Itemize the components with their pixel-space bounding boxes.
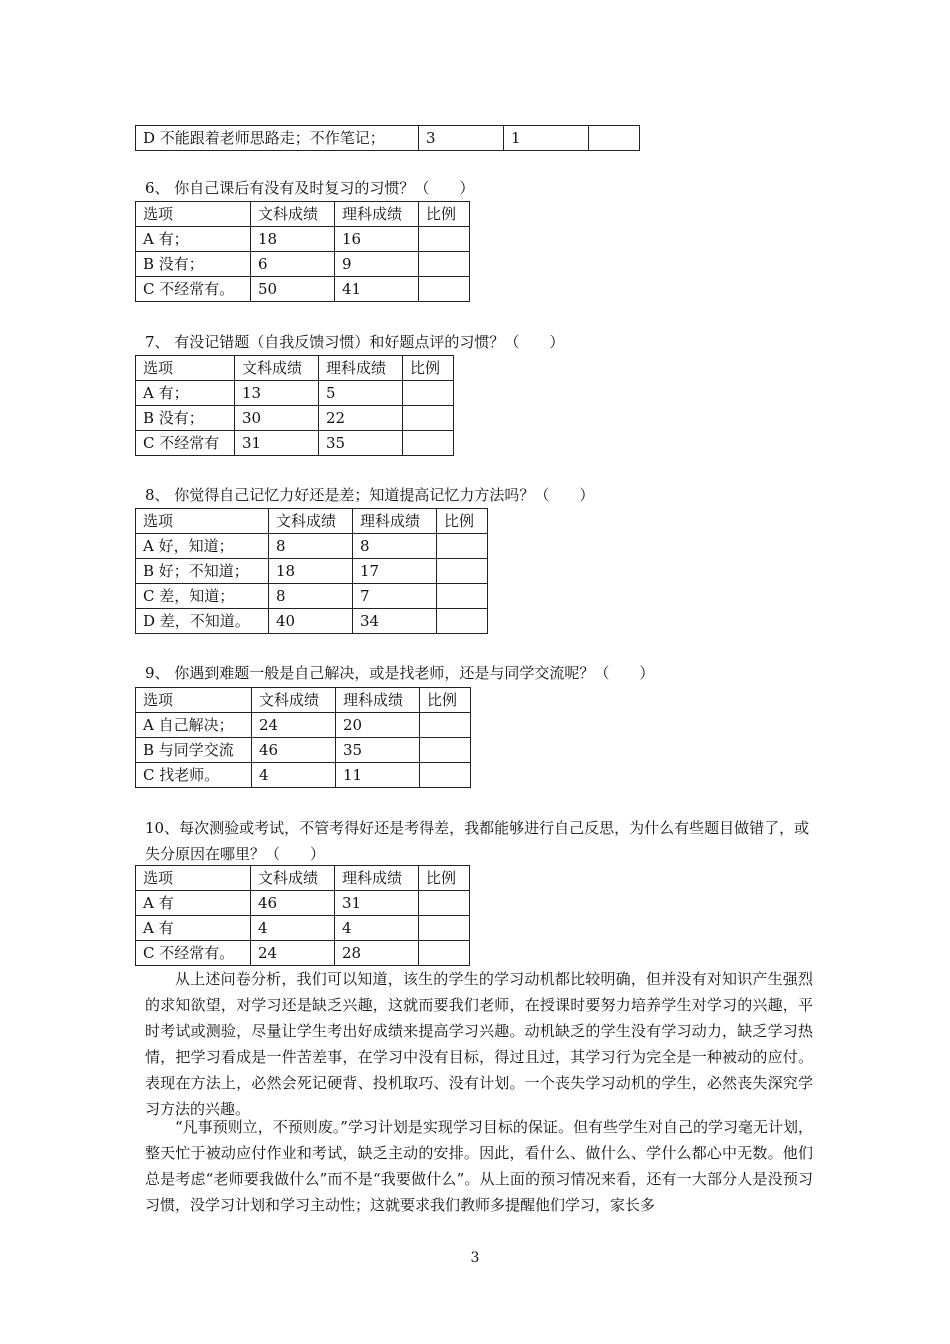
analysis-paragraph-2: “凡事预则立，不预则废。”学习计划是实现学习目标的保证。但有些学生对自己的学习毫无计划，整天忙于被动应付作业和考试，缺乏主动的安排。因此，看什么、做什么、学什么都心中无数。他们总是考虑“老师要我做什么”而不是“我要做什么”。从上面的预习情况来看，还有一大部分人是没预习习惯，没学习计划和学习主动性；这就要求我们教师多提醒他们学习，家长多 [145, 1118, 813, 1214]
header-cell: 理科成绩 [336, 688, 420, 713]
header-cell: 文科成绩 [269, 509, 353, 534]
table-cell: 4 [251, 916, 335, 941]
table-cell: 8 [353, 534, 437, 559]
table-cell [403, 381, 454, 406]
table-cell: B 没有； [136, 406, 235, 431]
table-cell [589, 126, 640, 151]
table-cell: 28 [335, 941, 419, 966]
question-9-title: 9、 你遇到难题一般是自己解决，或是找老师，还是与同学交流呢？（ ） [145, 664, 655, 682]
table-cell: 35 [319, 431, 403, 456]
table-cell [419, 891, 470, 916]
table-cell: A 自己解决； [136, 713, 252, 738]
table-cell: 3 [419, 126, 504, 151]
table-cell: 41 [335, 277, 419, 302]
table-q10 [135, 865, 470, 966]
table-cell: 46 [251, 891, 335, 916]
header-cell: 选项 [136, 202, 251, 227]
header-cell: 理科成绩 [335, 866, 419, 891]
table-cell: C 找老师。 [136, 763, 252, 788]
table-cell: 9 [335, 252, 419, 277]
table-cell: 7 [353, 584, 437, 609]
table-cell: 35 [336, 738, 420, 763]
question-8-title: 8、 你觉得自己记忆力好还是差；知道提高记忆力方法吗？（ ） [145, 486, 595, 504]
header-cell: 文科成绩 [251, 866, 335, 891]
table-cell: 8 [269, 534, 353, 559]
table-row [136, 406, 454, 431]
table-row [136, 252, 470, 277]
header-cell: 选项 [136, 688, 252, 713]
table-cell: A 有 [136, 891, 251, 916]
table-cell: A 有； [136, 227, 251, 252]
table-cell [437, 534, 488, 559]
table-row [136, 534, 488, 559]
table-cell: 16 [335, 227, 419, 252]
table-cell [419, 227, 470, 252]
table-cell: 34 [353, 609, 437, 634]
table-cell: 31 [335, 891, 419, 916]
table-cell: 8 [269, 584, 353, 609]
table-row [136, 713, 471, 738]
table-header-row [136, 866, 470, 891]
table-row [136, 431, 454, 456]
header-cell: 理科成绩 [335, 202, 419, 227]
table-cell: 18 [269, 559, 353, 584]
table-header-row [136, 202, 470, 227]
table-cell: 50 [251, 277, 335, 302]
table-cell: 11 [336, 763, 420, 788]
table-header-row [136, 509, 488, 534]
table-cell: 5 [319, 381, 403, 406]
table-cell: D 差，不知道。 [136, 609, 269, 634]
table-cell: C 不经常有。 [136, 941, 251, 966]
table-row [136, 763, 471, 788]
header-cell: 比例 [419, 866, 470, 891]
table-cell: A 好，知道； [136, 534, 269, 559]
table-q6 [135, 201, 470, 302]
header-cell: 文科成绩 [235, 356, 319, 381]
table-cell: C 不经常有 [136, 431, 235, 456]
table-row [136, 941, 470, 966]
header-cell: 文科成绩 [251, 202, 335, 227]
header-cell: 比例 [403, 356, 454, 381]
table-cell [437, 559, 488, 584]
table-cell: D 不能跟着老师思路走；不作笔记； [136, 126, 419, 151]
table-q8 [135, 508, 488, 634]
table-row [136, 916, 470, 941]
page-number: 3 [470, 1250, 480, 1266]
table-cell: 22 [319, 406, 403, 431]
table-cell [419, 941, 470, 966]
question-7-title: 7、 有没记错题（自我反馈习惯）和好题点评的习惯？（ ） [145, 333, 565, 351]
table-q7 [135, 355, 454, 456]
table-row [136, 891, 470, 916]
table-row [136, 738, 471, 763]
table-row [136, 609, 488, 634]
question-6-title: 6、 你自己课后有没有及时复习的习惯？（ ） [145, 179, 475, 197]
header-cell: 比例 [437, 509, 488, 534]
table-cell [403, 431, 454, 456]
table-cell [437, 609, 488, 634]
table-cell [420, 713, 471, 738]
table-cell: C 差，知道； [136, 584, 269, 609]
table-row [136, 559, 488, 584]
table-row [136, 227, 470, 252]
table-cell: B 没有； [136, 252, 251, 277]
table-cell: 31 [235, 431, 319, 456]
table-cell: 24 [251, 941, 335, 966]
table-cell: 30 [235, 406, 319, 431]
table-cell: B 与同学交流 [136, 738, 252, 763]
question-10-title: 10、每次测验或考试，不管考得好还是考得差，我都能够进行自己反思，为什么有些题目做错了，或失分原因在哪里？（ ） [145, 819, 810, 863]
table-q9 [135, 687, 471, 788]
header-cell: 选项 [136, 356, 235, 381]
table-cell: 1 [504, 126, 589, 151]
table-cell: 6 [251, 252, 335, 277]
table-cell [420, 763, 471, 788]
header-cell: 比例 [419, 202, 470, 227]
table-cell: 13 [235, 381, 319, 406]
header-cell: 理科成绩 [353, 509, 437, 534]
table-header-row [136, 356, 454, 381]
table-cell: 4 [335, 916, 419, 941]
table-row [136, 277, 470, 302]
table-cell: 24 [252, 713, 336, 738]
table-q5-continuation [135, 125, 640, 151]
table-row [136, 381, 454, 406]
table-cell: 18 [251, 227, 335, 252]
table-cell: 40 [269, 609, 353, 634]
analysis-paragraph-1: 从上述问卷分析，我们可以知道，该生的学生的学习动机都比较明确，但并没有对知识产生强烈的求知欲望，对学习还是缺乏兴趣，这就而要我们老师，在授课时要努力培养学生对学习的兴趣，平时考试或测验，尽量让学生考出好成绩来提高学习兴趣。动机缺乏的学生没有学习动力，缺乏学习热情，把学习看成是一件苦差事，在学习中没有目标，得过且过，其学习行为完全是一种被动的应付。表现在方法上，必然会死记硬背、投机取巧、没有计划。一个丧失学习动机的学生，必然丧失深究学习方法的兴趣。 [145, 970, 813, 1118]
table-cell [419, 277, 470, 302]
table-cell [419, 916, 470, 941]
header-cell: 理科成绩 [319, 356, 403, 381]
table-cell: 17 [353, 559, 437, 584]
table-cell: 20 [336, 713, 420, 738]
table-cell [420, 738, 471, 763]
header-cell: 文科成绩 [252, 688, 336, 713]
table-cell [437, 584, 488, 609]
header-cell: 比例 [420, 688, 471, 713]
header-cell: 选项 [136, 509, 269, 534]
table-cell: B 好；不知道； [136, 559, 269, 584]
table-cell: 46 [252, 738, 336, 763]
table-cell: 4 [252, 763, 336, 788]
table-cell: A 有； [136, 381, 235, 406]
table-row [136, 584, 488, 609]
table-cell: A 有 [136, 916, 251, 941]
table-row [136, 126, 640, 151]
table-cell [419, 252, 470, 277]
table-cell: C 不经常有。 [136, 277, 251, 302]
header-cell: 选项 [136, 866, 251, 891]
table-cell [403, 406, 454, 431]
table-header-row [136, 688, 471, 713]
